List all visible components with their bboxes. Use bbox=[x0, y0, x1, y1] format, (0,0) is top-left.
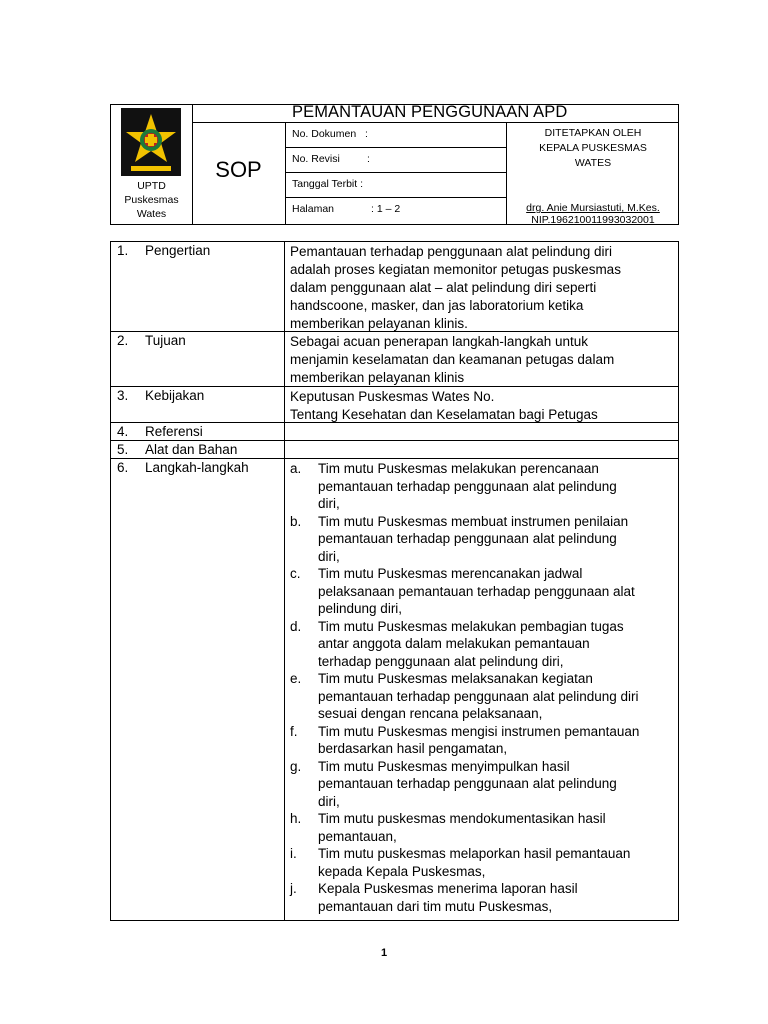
logo-cell bbox=[111, 105, 193, 224]
section-name: Kebijakan bbox=[145, 388, 205, 403]
list-item: e. Tim mutu Puskesmas melaksanakan kegiatan pemantauan terhadap penggunaan alat pelindung diri sesuai dengan rencana pelaksanaan, bbox=[290, 671, 639, 721]
list-item: c. Tim mutu Puskesmas merencanakan jadwal pelaksanaan pemantauan terhadap penggunaan alat pelindung diri, bbox=[290, 566, 635, 616]
steps-list bbox=[290, 460, 675, 915]
section-row-kebijakan: 3. Kebijakan Keputusan Puskesmas Wates No. Tentang Kesehatan dan Keselamatan bagi Petugas bbox=[111, 387, 678, 423]
section-row-pengertian: 1. Pengertian Pemantauan terhadap penggunaan alat pelindung diri adalah proses kegiatan memonitor petugas puskesmas dalam penggunaan alat – alat pelindung diri seperti handscoone, masker, dan jas laboratorium ketika memberikan pelayanan klinis. bbox=[111, 242, 678, 332]
list-item: a. Tim mutu Puskesmas melakukan perencanaan pemantauan terhadap penggunaan alat pelindung diri, bbox=[290, 461, 617, 511]
doc-type-label: SOP bbox=[215, 157, 262, 182]
list-item: i. Tim mutu puskesmas melaporkan hasil pemantauan kepada Kepala Puskesmas, bbox=[290, 846, 631, 879]
field-no-dokumen: No. Dokumen : bbox=[286, 123, 506, 148]
signer-nip: NIP.196210011993032001 bbox=[531, 214, 655, 226]
field-no-revisi: No. Revisi : bbox=[286, 148, 506, 173]
list-item: d. Tim mutu Puskesmas melakukan pembagian tugas antar anggota dalam melakukan pemantauan terhadap penggunaan alat pelindung diri, bbox=[290, 618, 624, 669]
sop-content-table bbox=[110, 241, 679, 921]
list-item: g. Tim mutu Puskesmas menyimpulkan hasil pemantauan terhadap penggunaan alat pelindung diri, bbox=[290, 758, 617, 809]
list-item: f. Tim mutu Puskesmas mengisi instrumen pemantauan berdasarkan hasil pengamatan, bbox=[290, 723, 640, 756]
signer-block bbox=[507, 202, 679, 226]
section-name: Pengertian bbox=[145, 243, 211, 258]
page-number: 1 bbox=[380, 947, 388, 959]
signer-name: drg. Anie Mursiastuti, M.Kes. bbox=[526, 202, 660, 214]
section-content: Sebagai acuan penerapan langkah-langkah untuk menjamin keselamatan dan keamanan petugas dalam memberikan pelayanan klinis bbox=[290, 334, 615, 385]
section-name: Referensi bbox=[145, 424, 203, 439]
section-row-referensi: 4. Referensi bbox=[111, 423, 678, 441]
section-row-alat-bahan: 5. Alat dan Bahan bbox=[111, 441, 678, 459]
puskesmas-logo bbox=[121, 108, 181, 176]
document-info-cell bbox=[286, 123, 507, 224]
logo-caption: UPTD Puskesmas Wates bbox=[124, 180, 179, 220]
approval-cell bbox=[507, 123, 678, 224]
approval-text: DITETAPKAN OLEH KEPALA PUSKESMAS WATES bbox=[539, 127, 647, 169]
section-content: Keputusan Puskesmas Wates No. Tentang Kesehatan dan Keselamatan bagi Petugas bbox=[290, 389, 598, 422]
field-tanggal-terbit: Tanggal Terbit : bbox=[286, 173, 506, 198]
list-item: j. Kepala Puskesmas menerima laporan hasil pemantauan dari tim mutu Puskesmas, bbox=[290, 881, 578, 914]
steps-content bbox=[290, 460, 675, 915]
title-row bbox=[192, 105, 678, 123]
list-item: b. Tim mutu Puskesmas membuat instrumen penilaian pemantauan terhadap penggunaan alat pelindung diri, bbox=[290, 513, 629, 564]
section-content: Pemantauan terhadap penggunaan alat pelindung diri adalah proses kegiatan memonitor petugas puskesmas dalam penggunaan alat – alat pelindung diri seperti handscoone, masker, dan jas laboratorium ketika memberikan pelayanan klinis. bbox=[290, 244, 621, 331]
section-name: Alat dan Bahan bbox=[145, 442, 238, 457]
section-name: Langkah-langkah bbox=[145, 460, 249, 475]
document-title: PEMANTAUAN PENGGUNAAN APD bbox=[292, 103, 568, 121]
sop-cell bbox=[192, 123, 286, 224]
sop-header-table bbox=[110, 104, 679, 225]
section-row-langkah: 6. Langkah-langkah a. Tim mutu Puskesmas melakukan perencanaan pemantauan terhadap penggunaan alat pelindung diri, b. Tim mutu Puskesmas membuat instrumen penilaian pemantauan terhadap penggunaan alat pelindung diri, c. Tim mutu Puskesmas merencanakan jadwal pelaksanaan pemantauan terhadap penggunaan alat pelindung diri, d. Tim mutu Puskesmas melakukan pembagian tugas antar anggota dalam melakukan pemantauan terhadap penggunaan alat pelindung diri, e. Tim mutu Puskesmas melaksanakan kegiatan pemantauan terhadap penggunaan alat pelindung diri sesuai dengan rencana pelaksanaan, f. Tim mutu Puskesmas mengisi instrumen pemantauan berdasarkan hasil pengamatan, g. Tim mutu Puskesmas menyimpulkan hasil pemantauan terhadap penggunaan alat pelindung diri, h. Tim mutu puskesmas mendokumentasikan hasil pemantauan, i. Tim mutu puskesmas melaporkan hasil pemantauan kepada Kepala Puskesmas, j. Kepala Puskesmas menerima laporan hasil pemantauan dari tim mutu Puskesmas, bbox=[111, 459, 678, 919]
section-row-tujuan: 2. Tujuan Sebagai acuan penerapan langkah-langkah untuk menjamin keselamatan dan keamanan petugas dalam memberikan pelayanan klinis bbox=[111, 332, 678, 387]
list-item: h. Tim mutu puskesmas mendokumentasikan hasil pemantauan, bbox=[290, 811, 606, 844]
section-name: Tujuan bbox=[145, 333, 186, 348]
field-halaman: Halaman : 1 – 2 bbox=[292, 203, 401, 215]
